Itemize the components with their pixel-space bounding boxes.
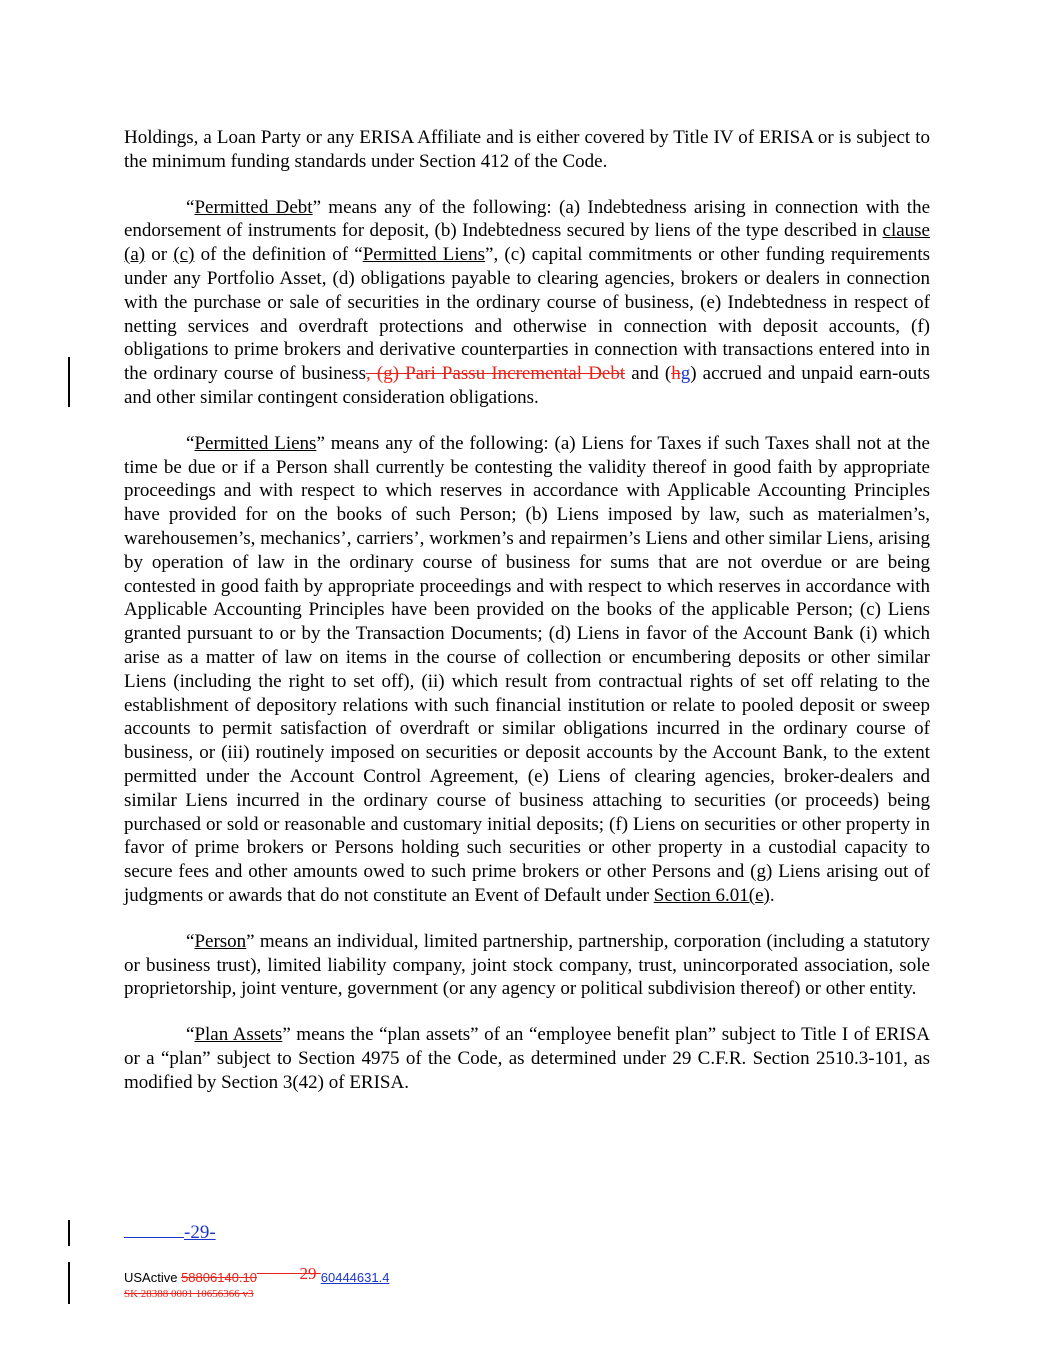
cross-reference: Section 6.01(e) (653, 884, 770, 906)
old-reference-footer: SK 28388 0001 10656366 v3 (124, 1288, 254, 1300)
cross-reference: Permitted Liens (362, 244, 486, 266)
old-document-id: 58806140.10 (181, 1270, 257, 1285)
definition-person: “Person” means an individual, limited partnership, partnership, corporation (including a statutory or business trust), limited liability company, joint stock company, trust, unincorporated association, sole proprietorship, joint venture, government (or any agency or political subdivision thereof) or other entity. (124, 930, 930, 1000)
cross-reference: (c) (173, 244, 195, 266)
new-document-id: 60444631.4 (320, 1270, 390, 1285)
page-number: -29- (124, 1222, 216, 1244)
cross-reference: clause (a) (124, 220, 930, 266)
change-bar (68, 1220, 70, 1246)
definition-permitted-debt: “Permitted Debt” means any of the following: (a) Indebtedness arising in connection with the endorsement of instruments for deposit, (b) Indebtedness secured by liens of the type described in clause (a) or (c) of the definition of “Permitted Liens”, (c) capital commitments or other funding requirements under any Portfolio Asset, (d) obligations payable to clearing agencies, brokers or dealers in connection with the purchase or sale of securities in the ordinary course of business, (e) Indebtedness in respect of netting services and overdraft protections and otherwise in connection with deposit accounts, (f) obligations to prime brokers and derivative counterparties in connection with transactions entered into in the ordinary course of business, (g) Pari Passu Incremental Debt and (hg) accrued and unpaid earn-outs and other similar contingent consideration obligations. (124, 196, 931, 408)
defined-term: Permitted Debt (194, 196, 313, 218)
change-bar (68, 1262, 70, 1304)
inserted-text: g (680, 363, 691, 385)
definition-permitted-liens: “Permitted Liens” means any of the following: (a) Liens for Taxes if such Taxes shall not at the time be due or if a Person shall currently be contesting the validity thereof in good faith by appropriate proceedings and with respect to which reserves in accordance with Applicable Accounting Principles have provided for on the books of such Person; (b) Liens imposed by law, such as materialmen’s, warehousemen’s, mechanics’, carriers’, workmen’s and repairmen’s Liens and other similar Liens, arising by operation of law in the ordinary course of business for sums that are not overdue or are being contested in good faith by appropriate proceedings and with respect to which reserves in accordance with Applicable Accounting Principles have been provided on the books of the applicable Person; (c) Liens granted pursuant to or by the Transaction Documents; (d) Liens in favor of the Account Bank (i) which arise as a matter of law on items in the course of collection or encumbering deposits or other similar Liens (including the right to set off), (ii) which result from contractual rights of set off relating to the establishment of depository relations with such financial institution or relate to pooled deposit or sweep accounts to permit satisfaction of overdraft or similar obligations incurred in the ordinary course of business, or (iii) routinely imposed on securities or deposit accounts by the Account Bank, to the extent permitted under the Account Control Agreement, (e) Liens of clearing agencies, broker-dealers and similar Liens incurred in the ordinary course of business attaching to securities (or proceeds) being purchased or sold or reasonable and customary initial deposits; (f) Liens on securities or other property in favor of prime brokers or Persons holding such securities or other property in a custodial capacity to secure fees and other amounts owed to such prime brokers or other Persons and (g) Liens arising out of judgments or awards that do not constitute an Event of Default under Section 6.01(e). (124, 432, 930, 906)
defined-term: Plan Assets (194, 1024, 283, 1046)
paragraph-intro: Holdings, a Loan Party or any ERISA Affiliate and is either covered by Title IV of ERISA or is subject to the minimum funding standards under Section 412 of the Code. (124, 127, 930, 172)
deleted-text: , (g) Pari Passu Incremental Debt (365, 363, 626, 385)
page-number-leader (124, 1233, 184, 1238)
document-id-footer: USActive 58806140.10 29 60444631.4 (124, 1264, 390, 1285)
defined-term: Person (194, 930, 247, 952)
change-bar (68, 357, 70, 407)
defined-term: Permitted Liens (194, 432, 317, 454)
deleted-text: h (671, 363, 681, 385)
definition-plan-assets: “Plan Assets” means the “plan assets” of an “employee benefit plan” subject to Title I of ERISA or a “plan” subject to Section 4975 of the Code, as determined under 29 C.F.R. Section 2510.3-101, as modified by Section 3(42) of ERISA. (124, 1024, 930, 1093)
old-page-number: 29 (257, 1264, 321, 1283)
document-body (124, 126, 930, 1116)
